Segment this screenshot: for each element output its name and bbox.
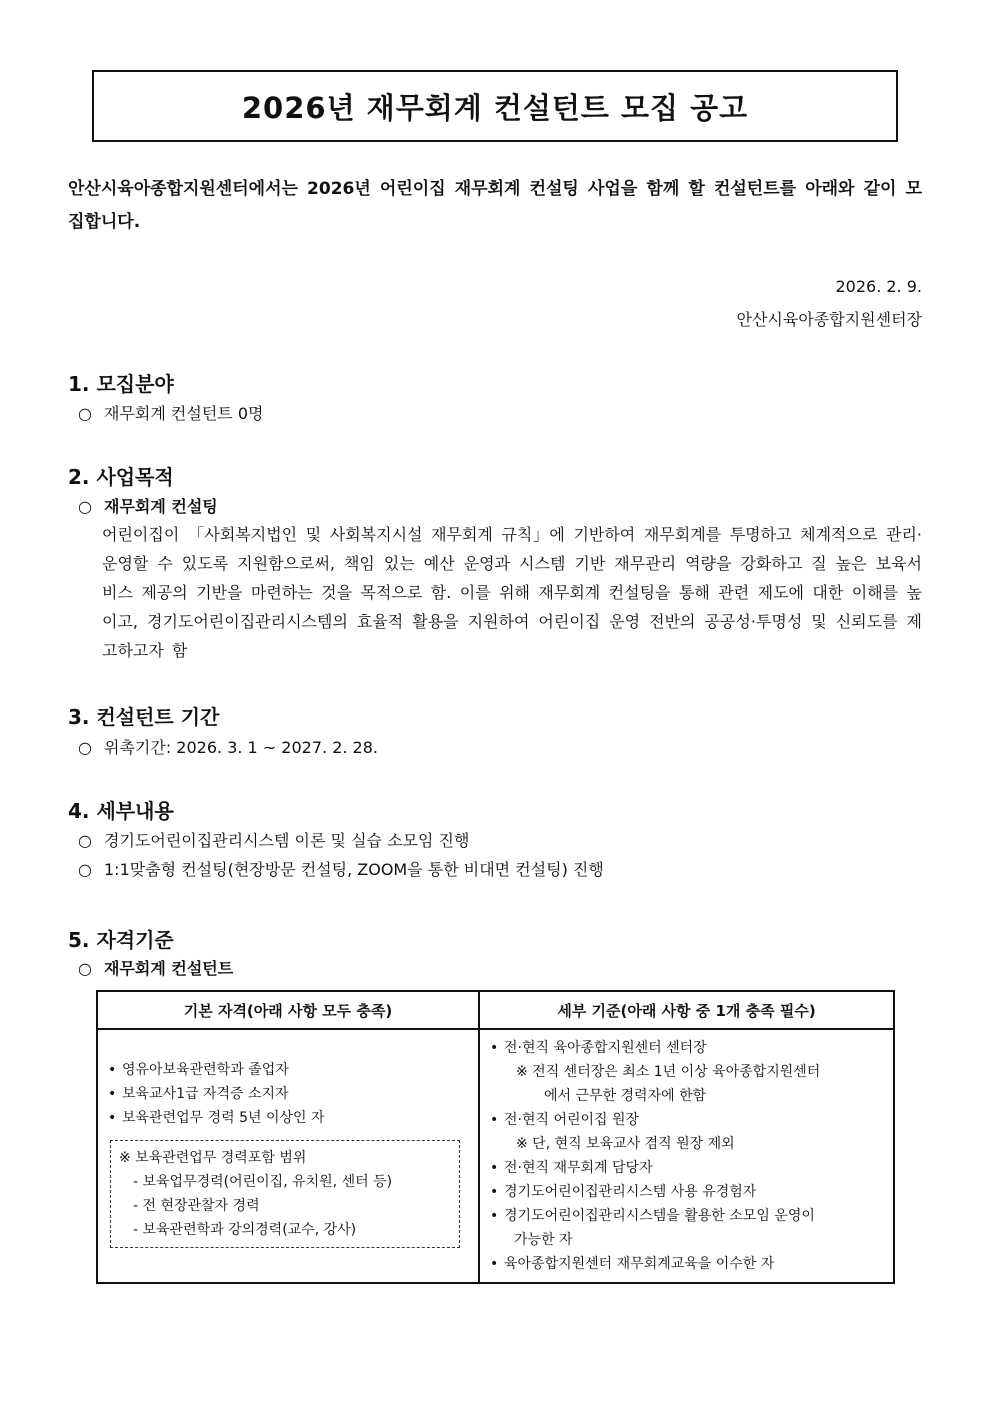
detail-item-text: 전·현직 재무회계 담당자 [504, 1160, 653, 1176]
circle-bullet-icon: ○ [78, 497, 92, 516]
section-5-subtitle [78, 957, 233, 981]
detail-note: ※ 단, 현직 보육교사 겸직 원장 제외 [516, 1136, 735, 1152]
section-4-title: 4. 세부내용 [68, 799, 174, 823]
detail-item-text: 경기도어린이집관리시스템 사용 유경험자 [504, 1184, 757, 1200]
list-item [490, 1036, 885, 1060]
detail-cell [479, 1029, 894, 1283]
dot-bullet-icon: • [490, 1256, 499, 1272]
section-2-paragraph: 어린이집이 「사회복지법인 및 사회복지시설 재무회계 규칙」에 기반하여 재무회계를 투명하고 체계적으로 관리·운영할 수 있도록 지원함으로써, 책임 있는 예산 운영과 시스템 기반 재무관리 역량을 강화하고 질 높은 보육서비스 제공의 기반을 마련하는 것을 목적으로 함. 이를 위해 재무회계 컨설팅을 통해 관련 제도에 대한 이해를 높이고, 경기도어린이집관리시스템의 효율적 활용을 지원하여 어린이집 운영 전반의 공공성·투명성 및 신뢰도를 제고하고자 함 [102, 525, 922, 660]
section-5-subtitle-text: 재무회계 컨설턴트 [104, 959, 234, 978]
basic-cell [97, 1029, 479, 1283]
basic-item-text: 보육관련업무 경력 5년 이상인 자 [122, 1110, 325, 1126]
issuer-name: 안산시육아종합지원센터장 [736, 310, 922, 329]
dot-bullet-icon: • [108, 1086, 117, 1102]
list-item [108, 1058, 466, 1082]
note-title: ※ 보육관련업무 경력포함 범위 [119, 1150, 307, 1166]
qualification-table [96, 990, 895, 1284]
section-1-item [78, 402, 263, 426]
circle-bullet-icon: ○ [78, 831, 92, 850]
detail-item-text: 육아종합지원센터 재무회계교육을 이수한 자 [504, 1256, 775, 1272]
section-2-title: 2. 사업목적 [68, 465, 174, 489]
dot-bullet-icon: • [490, 1112, 499, 1128]
list-item [490, 1252, 885, 1276]
detail-note-text: 에서 근무한 경력자에 한함 [544, 1088, 707, 1104]
document-title: 2026년 재무회계 컨설턴트 모집 공고 [92, 70, 898, 142]
dot-bullet-icon: • [490, 1040, 499, 1056]
detail-item-continuation: 가능한 자 [514, 1232, 573, 1248]
section-5-title: 5. 자격기준 [68, 928, 174, 952]
note-item: - 보육업무경력(어린이집, 유치원, 센터 등) [133, 1174, 393, 1190]
dot-bullet-icon: • [490, 1208, 499, 1224]
circle-bullet-icon: ○ [78, 860, 92, 879]
issue-date: 2026. 2. 9. [835, 277, 922, 296]
list-item [490, 1180, 885, 1204]
dot-bullet-icon: • [490, 1160, 499, 1176]
dot-bullet-icon: • [108, 1062, 117, 1078]
dot-bullet-icon: • [490, 1184, 499, 1200]
table-row [97, 1029, 894, 1283]
header-detail: 세부 기준(아래 사항 중 1개 충족 필수) [479, 991, 894, 1029]
basic-item-text: 영유아보육관련학과 졸업자 [122, 1062, 289, 1078]
circle-bullet-icon: ○ [78, 738, 92, 757]
section-3-item-text: 위촉기간: 2026. 3. 1 ~ 2027. 2. 28. [104, 738, 378, 757]
header-basic: 기본 자격(아래 사항 모두 충족) [97, 991, 479, 1029]
circle-bullet-icon: ○ [78, 959, 92, 978]
list-item [490, 1108, 885, 1132]
section-2-subtitle [78, 495, 218, 519]
intro-paragraph: 안산시육아종합지원센터에서는 2026년 어린이집 재무회계 컨설팅 사업을 함께 할 컨설턴트를 아래와 같이 모집합니다. [68, 179, 922, 232]
section-4-item-text: 경기도어린이집관리시스템 이론 및 실습 소모임 진행 [104, 831, 470, 850]
basic-item-text: 보육교사1급 자격증 소지자 [122, 1086, 289, 1102]
detail-note-text: ※ 전직 센터장은 최소 1년 이상 육아종합지원센터 [516, 1064, 821, 1080]
section-3-item [78, 736, 378, 760]
detail-item-text: 경기도어린이집관리시스템을 활용한 소모임 운영이 [504, 1208, 815, 1224]
section-1-title: 1. 모집분야 [68, 372, 174, 396]
section-4-item [78, 829, 469, 853]
dot-bullet-icon: • [108, 1110, 117, 1126]
table-header-row [97, 991, 894, 1029]
list-item [490, 1156, 885, 1180]
list-item [108, 1106, 466, 1130]
section-1-item-text: 재무회계 컨설턴트 0명 [104, 404, 264, 423]
section-2-subtitle-text: 재무회계 컨설팅 [104, 497, 218, 516]
career-scope-note [110, 1140, 460, 1248]
detail-item-text: 전·현직 육아종합지원센터 센터장 [504, 1040, 707, 1056]
section-4-item [78, 858, 604, 882]
detail-item-text: 전·현직 어린이집 원장 [504, 1112, 640, 1128]
issue-block [737, 270, 922, 336]
list-item [108, 1082, 466, 1106]
note-item: - 보육관련학과 강의경력(교수, 강사) [133, 1222, 357, 1238]
note-item: - 전 현장관찰자 경력 [133, 1198, 260, 1214]
section-4-item-text: 1:1맞춤형 컨설팅(현장방문 컨설팅, ZOOM을 통한 비대면 컨설팅) 진행 [104, 860, 604, 879]
detail-note [490, 1060, 885, 1108]
circle-bullet-icon: ○ [78, 404, 92, 423]
list-item [490, 1204, 885, 1228]
section-3-title: 3. 컨설턴트 기간 [68, 705, 220, 729]
